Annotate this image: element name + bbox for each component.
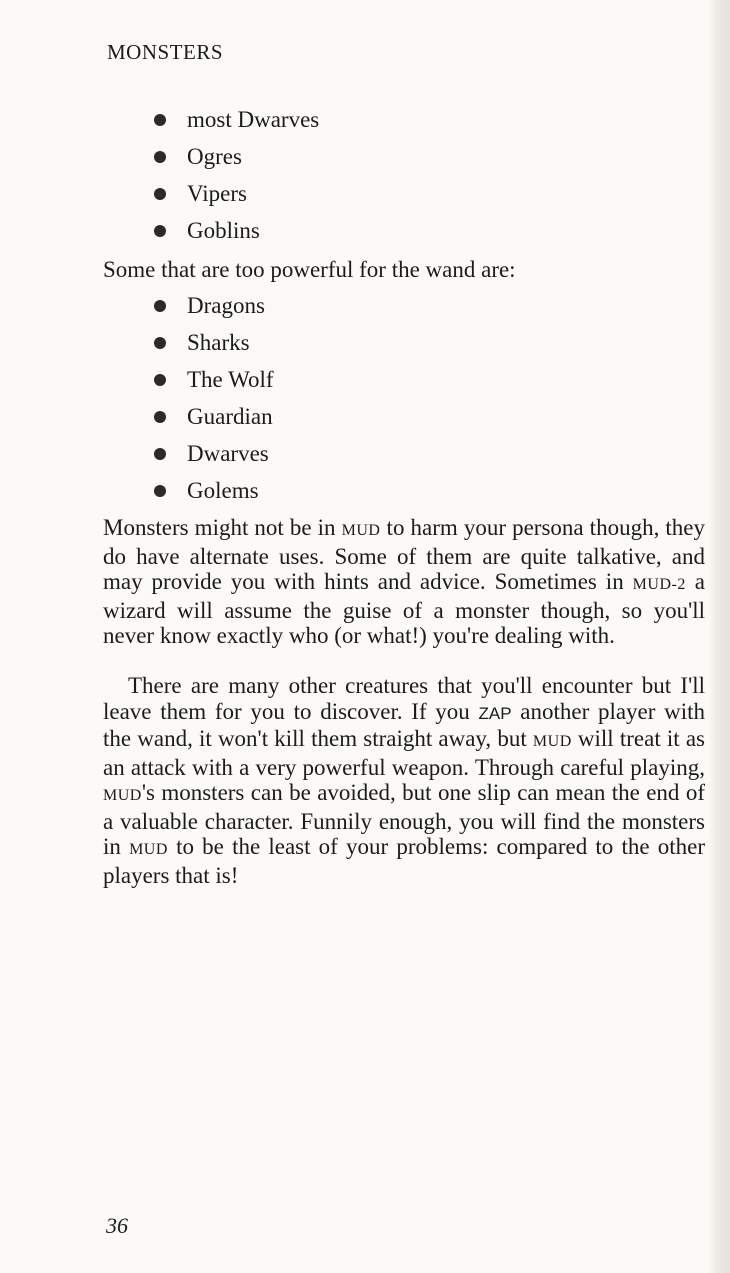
paragraph-text: to be the least of your problems: compared to the other players that is! — [103, 834, 706, 888]
paragraph-other-creatures — [103, 673, 705, 888]
list-item-text: Ogres — [187, 144, 242, 169]
bullet-icon — [154, 411, 166, 423]
page-edge-shadow — [708, 0, 730, 1273]
game-name: MUD — [103, 787, 142, 804]
game-name: MUD — [129, 841, 168, 858]
list-item-text: Golems — [187, 478, 259, 503]
bullet-icon — [154, 374, 166, 386]
list-item — [0, 287, 274, 324]
paragraph-text: a wizard will assume the guise of a monster though, so you'll never know exactly who (or what!) you're dealing with. — [103, 569, 705, 648]
list-item — [0, 138, 319, 175]
bullet-icon — [154, 188, 166, 200]
bullet-icon — [154, 448, 166, 460]
list-item-text: Goblins — [187, 218, 260, 243]
list-item-text: Vipers — [187, 181, 247, 206]
list-item — [0, 101, 319, 138]
paragraph-text: Monsters might not be in — [103, 515, 342, 540]
page-number: 36 — [106, 1213, 128, 1238]
list-item — [0, 175, 319, 212]
running-head: MONSTERS — [107, 40, 224, 64]
bullet-icon — [154, 151, 166, 163]
powerful-monsters-list — [0, 287, 274, 509]
list-item-text: most Dwarves — [187, 107, 320, 132]
list-item-text: Dragons — [187, 293, 265, 318]
paragraph-text: to harm your persona though, they do have alternate uses. Some of them are quite talkative, and may provide you with hints and advice. Sometimes in — [103, 515, 705, 594]
list-item-text: Sharks — [187, 330, 250, 355]
list-item — [0, 398, 274, 435]
list-item — [0, 472, 274, 509]
list-item — [0, 435, 274, 472]
list-item-text: Dwarves — [187, 441, 269, 466]
paragraph-text: 's monsters can be avoided, but one slip can mean the end of a valuable character. Funnily enough, you will find the monsters in — [103, 780, 705, 859]
list-item — [0, 361, 274, 398]
bullet-icon — [154, 300, 166, 312]
list-item-text: Guardian — [187, 404, 273, 429]
list-item-text: The Wolf — [187, 367, 274, 392]
list-item — [0, 212, 319, 249]
bullet-icon — [154, 337, 166, 349]
paragraph-text: There are many other creatures that you'll encounter but I'll leave them for you to discover. If you — [103, 673, 705, 724]
bullet-icon — [154, 485, 166, 497]
command-keyword: ZAP — [478, 703, 512, 723]
bullet-icon — [154, 114, 166, 126]
powerful-monsters-intro: Some that are too powerful for the wand are: — [103, 257, 516, 282]
paragraph-monster-uses — [103, 515, 705, 649]
list-item — [0, 324, 274, 361]
paragraph-text: another player with the wand, it won't kill them straight away, but — [103, 698, 705, 751]
bullet-icon — [154, 225, 166, 237]
paragraph-text: will treat it as an attack with a very powerful weapon. Through careful playing, — [103, 726, 705, 780]
game-name: MUD — [341, 522, 381, 539]
weak-monsters-list — [0, 101, 319, 249]
game-name: MUD — [532, 733, 572, 750]
game-name: MUD-2 — [632, 576, 686, 593]
